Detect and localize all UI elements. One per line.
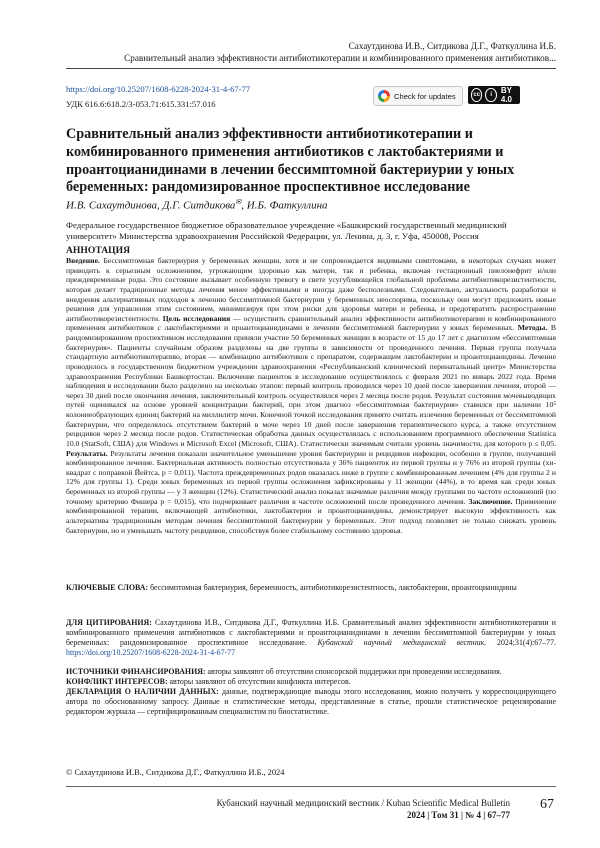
abstract-text [66, 256, 556, 535]
abstract-heading: АННОТАЦИЯ [66, 245, 131, 256]
article-title: Сравнительный анализ эффективности антибиотикотерапии и комбинированного применения антибиотиков с лактобактериями и проантоцианидинами в лечении бессимптомной бактериурии у юных беременных: рандомизированное проспективное исследование [66, 126, 515, 196]
udc-code: УДК 616.6:618.2/3-053.71:615.331:57.016 [66, 99, 216, 109]
keywords-label: КЛЮЧЕВЫЕ СЛОВА: [66, 583, 149, 592]
funding-text: авторы заявляют об отсутствии спонсорской поддержки при проведении исследования. [205, 667, 502, 676]
citation-issue: 2024;31(4):67–77. [486, 638, 556, 647]
cc-license-badge[interactable] [468, 86, 520, 104]
abstract-methods-label: Методы. [517, 323, 548, 333]
data-declaration-label: ДЕКЛАРАЦИЯ О НАЛИЧИИ ДАННЫХ: [66, 687, 219, 696]
doi-link[interactable]: https://doi.org/10.25207/1608-6228-2024-31-4-67-77 [66, 84, 251, 94]
crossmark-icon [378, 90, 390, 102]
abstract-intro: Бессимптомная бактериурия у беременных женщин, хотя и не сопровождается видимыми симптомами, в некоторых случаях может приводить к серьезным осложнениям, угрожающим здоровью как матери, так и ребенка, включая гестационный пиелонефрит и/или преждевременные роды. Это состояние вызывает особенную тревогу в свете усугубляющейся глобальной проблемы антибиотикорезистентности, которая делает традиционные методы лечения менее эффективными и иногда даже бесполезными. Следовательно, актуальность разработки и внедрения альтернативных подходов к лечению бессимптомной бактериурии у беременных неоспорима, поскольку они могут предложить новые решения для управления этим состоянием, минимизируя при этом риски для здоровья матери и ребенка, и предотвратить распространение антибиотикорезистентности. [66, 256, 556, 323]
cc-icon: cc [471, 88, 482, 102]
check-for-updates-label: Check for updates [394, 91, 456, 101]
footer-journal: Кубанский научный медицинский вестник / Kuban Scientific Medical Bulletin [216, 798, 510, 808]
citation-label: ДЛЯ ЦИТИРОВАНИЯ: [66, 618, 152, 627]
header-rule [66, 68, 556, 69]
running-head-title: Сравнительный анализ эффективности антибиотикотерапии и комбинированного применения антибиотиков... [124, 53, 556, 63]
citation-doi-link[interactable]: https://doi.org/10.25207/1608-6228-2024-31-4-67-77 [66, 648, 236, 657]
abstract-conclusion: Применение комбинированной терапии, включающей антибиотики, лактобактерии и проантоцианидины, демонстрирует высокую эффективность как альтернатива традиционным методам лечения бессимптомной бактериурии у беременных. Этот подход позволяет не только снижать уровень бактериурии, но и уменьшать частоту рецидивов, способствуя более стабильному состоянию здоровья. [66, 496, 556, 535]
citation-block [66, 618, 556, 658]
citation-text: Сахаутдинова И.В., Ситдикова Д.Г., Фаткуллина И.Б. Сравнительный анализ эффективности антибиотикотерапии и комбинированного применения антибиотиков с лактобактериями и проантоцианидинами в лечении бессимптомной бактериурии у юных беременных: рандомизированное проспективное исследование. [66, 618, 556, 647]
declarations-block [66, 667, 556, 717]
abstract-results-label: Результаты. [66, 448, 108, 458]
copyright: © Сахаутдинова И.В., Ситдикова Д.Г., Фаткуллина И.Б., 2024 [66, 768, 285, 777]
page-number: 67 [540, 797, 554, 812]
attribution-icon: i [485, 88, 496, 102]
license-label: BY 4.0 [500, 86, 512, 104]
running-head [36, 40, 556, 64]
data-declaration-text: данные, подтверждающие выводы этого исследования, можно получить у корреспондирующего автора по обоснованному запросу. Данные и статистические методы, представленные в статье, прошли статистическое рецензирование редактором журнала — сертифицированным специалистом по биостатистике. [66, 687, 556, 716]
abstract-results: Результаты лечения показали значительное уменьшение уровня бактериурии и рецидивов инфекции, особенно в группе, получавшей комбинированное лечение. Бактериальная активность полностью отсутствовала у 36% пациенток из первой группы и у 76% из второй группы (хи-квадрат с поправкой Йейтса, p = 0,011). Частота преждевременных родов оказалась ниже в группе с комбинированным лечением (4% для группы 2 и 12% для группы 1). Среди юных беременных из первой группы осложнения зафиксированы у 11 женщин (44%), в то время как среди юных беременных из второй группы — у 3 женщин (12%). Статистический анализ показал значимые различия между группами по частоте осложнений (по точному критерию Фишера p = 0,015), что подчеркивает различия в частоте осложнений после проведенного лечения. [66, 448, 556, 506]
footer-issue: 2024 | Том 31 | № 4 | 67–77 [406, 809, 510, 820]
abstract-aim: — осуществить сравнительный анализ эффективности антибиотикотерапии и комбинированного применения антибиотиков с лактобактериями и проантоцианидинами в лечении бессимптомной бактериурии у юных беременных. [66, 313, 556, 333]
abstract-aim-label: Цель исследования [162, 313, 231, 323]
check-for-updates-badge[interactable] [373, 86, 463, 106]
abstract-methods: В рандомизированном проспективном исследовании приняли участие 50 беременных женщин в возрасте от 15 до 17 лет с диагнозом «бессимптомная бактериурия». Пациенты случайным образом разделены на две группы в зависимости от проведенного лечения. Первая группа получала стандартную антибиотикотерапию, вторая — комбинацию антибиотиков с препаратом, содержащим лактобактерии и проантоцианидины. Лечение проводилось в государственном бюджетном учреждении здравоохранения «Республиканский клинический перинатальный центр» Министерства здравоохранения Республики Башкортостан. Включение пациенток в исследование осуществлялось с февраля 2021 по январь 2022 года. Время наблюдения в исследовании было разделено на несколько этапов: первый контроль проводился через 10 дней после завершения лечения, второй — через 30 дней после окончания лечения, заключительный контроль осуществлялся через 2 месяца после родов. Результат состояния мочевыводящих путей оценивался на основе уровней концентрации бактерий, при этом диагноз «бессимптомная бактериурия» ставился при наличии 10⁵ колониеобразующих единиц бактерий на миллилитр мочи. Конечной точкой исследования принято считать излечение беременных от бессимптомной бактериурии, что определялось отсутствием бактерий в моче через 10 дней после завершения терапевтического курса, а также отсутствием рецидивов через 2 месяца после родов. Статистическая обработка данных осуществлялась с использованием программного обеспечения Statistica 10.0 (StatSoft, США) для Windows и Microsoft Excel (Microsoft, США). Статистически значимым считали уровень значимости, для которого p ≤ 0,05. [66, 323, 556, 448]
running-head-authors: Сахаутдинова И.В., Ситдикова Д.Г., Фаткуллина И.Б. [348, 41, 556, 51]
footer-rule [66, 786, 556, 787]
affiliation: Федеральное государственное бюджетное образовательное учреждение «Башкирский государственный медицинский университет» Министерства здравоохранения Российской Федерации, ул. Ленина, д. 3, г. Уфа, 450008, Россия [66, 220, 507, 242]
citation-journal: Кубанский научный медицинский вестник. [317, 638, 487, 647]
author-list [66, 198, 328, 212]
abstract-conclusion-label: Заключение. [468, 496, 513, 506]
keywords-text: бессимптомная бактериурия, беременность, антибиотикорезистентность, лактобактерии, проантоцианидины [148, 583, 517, 592]
authors-text: И.В. Сахаутдинова, Д.Г. Ситдикова [66, 199, 236, 212]
conflict-label: КОНФЛИКТ ИНТЕРЕСОВ: [66, 677, 168, 686]
conflict-text: авторы заявляют об отсутствии конфликта интересов. [167, 677, 351, 686]
corresponding-author-icon: ✉ [235, 198, 242, 206]
funding-label: ИСТОЧНИКИ ФИНАНСИРОВАНИЯ: [66, 667, 206, 676]
keywords [66, 583, 556, 593]
abstract-intro-label: Введение. [66, 256, 100, 265]
authors-text-tail: , И.Б. Фаткуллина [241, 199, 328, 212]
journal-footer [217, 798, 510, 821]
